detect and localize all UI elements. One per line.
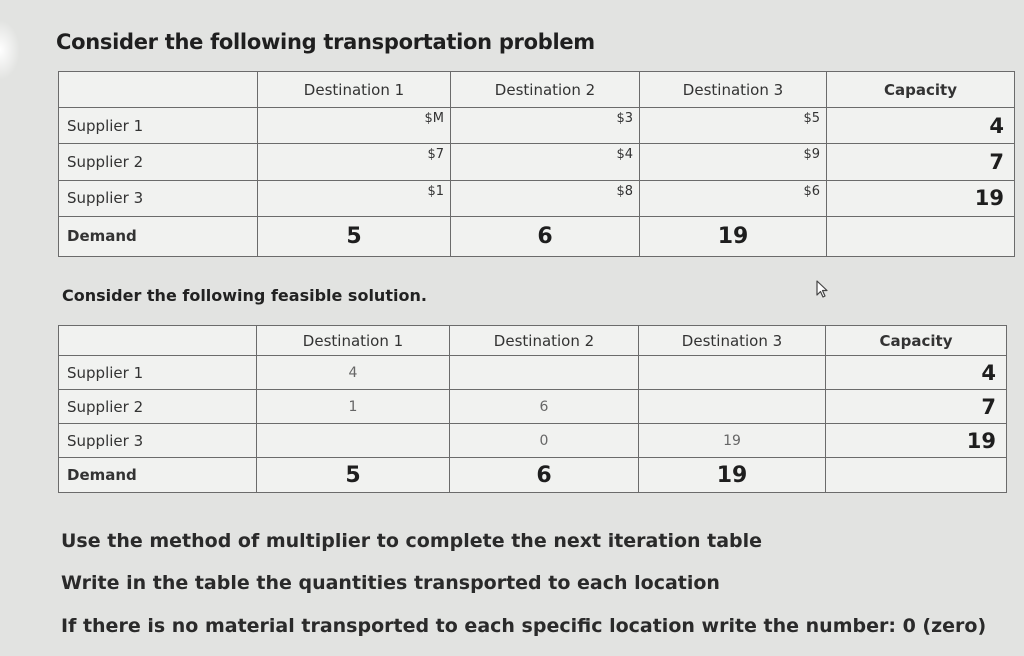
header-destination-2: Destination 2 [450,326,639,356]
cost-value: $8 [616,183,633,199]
cost-cell [640,144,827,180]
quantity-cell: 4 [257,356,450,390]
cost-demand-row [59,216,1015,256]
solution-demand-row [59,458,1007,493]
solution-row-supplier-2 [59,390,1007,424]
cost-row-supplier-2 [59,144,1015,180]
row-label-supplier-2: Supplier 2 [59,390,257,424]
capacity-value: 19 [826,424,1007,458]
row-label-supplier-2: Supplier 2 [59,144,258,180]
header-capacity: Capacity [826,326,1007,356]
capacity-value: 7 [826,390,1007,424]
demand-value: 19 [639,458,826,493]
corner-cell [59,72,258,108]
header-destination-1: Destination 1 [257,326,450,356]
capacity-value: 19 [827,180,1015,216]
cost-cell [640,108,827,144]
solution-table [58,325,1007,493]
cost-cell [640,180,827,216]
row-label-demand: Demand [59,216,258,256]
screen-glare [0,20,20,80]
row-label-supplier-3: Supplier 3 [59,180,258,216]
quantity-cell: 6 [450,390,639,424]
capacity-value: 4 [827,108,1015,144]
solution-row-supplier-3 [59,424,1007,458]
quantity-cell [639,390,826,424]
capacity-value: 7 [827,144,1015,180]
header-destination-3: Destination 3 [639,326,826,356]
header-capacity: Capacity [827,72,1015,108]
cost-value: $5 [803,111,820,127]
row-label-supplier-3: Supplier 3 [59,424,257,458]
cost-table [58,71,1015,257]
cost-value: $3 [616,111,633,127]
row-label-demand: Demand [59,458,257,493]
header-destination-3: Destination 3 [640,72,827,108]
cost-cell [451,180,640,216]
instruction-3: If there is no material transported to each specific location write the number: 0 (zero) [61,615,987,637]
cost-value: $1 [427,183,444,199]
row-label-supplier-1: Supplier 1 [59,356,257,390]
solution-header-row [59,326,1007,356]
cost-value: $6 [803,183,820,199]
header-destination-2: Destination 2 [451,72,640,108]
demand-value: 19 [640,216,827,256]
quantity-cell: 19 [639,424,826,458]
quantity-cell [639,356,826,390]
cost-cell [258,144,451,180]
section-subtitle: Consider the following feasible solution. [62,286,427,305]
mouse-cursor-icon [814,280,830,300]
cost-cell [258,180,451,216]
quantity-cell [450,356,639,390]
demand-value: 6 [450,458,639,493]
cost-row-supplier-1 [59,108,1015,144]
quantity-cell: 1 [257,390,450,424]
instruction-1: Use the method of multiplier to complete the next iteration table [61,530,763,552]
solution-row-supplier-1 [59,356,1007,390]
cost-value: $7 [427,147,444,163]
capacity-value: 4 [826,356,1007,390]
cost-value: $4 [616,147,633,163]
cost-header-row [59,72,1015,108]
row-label-supplier-1: Supplier 1 [59,108,258,144]
demand-value: 5 [257,458,450,493]
cost-value: $9 [803,147,820,163]
cost-cell [451,108,640,144]
corner-cell [59,326,257,356]
quantity-cell: 0 [450,424,639,458]
cost-cell [258,108,451,144]
demand-value: 5 [258,216,451,256]
demand-value: 6 [451,216,640,256]
cost-cell [451,144,640,180]
header-destination-1: Destination 1 [258,72,451,108]
instruction-2: Write in the table the quantities transported to each location [61,572,720,594]
page-title: Consider the following transportation problem [56,30,595,54]
empty-cell [826,458,1007,493]
quantity-cell [257,424,450,458]
empty-cell [827,216,1015,256]
cost-value: $M [424,111,444,127]
cost-row-supplier-3 [59,180,1015,216]
